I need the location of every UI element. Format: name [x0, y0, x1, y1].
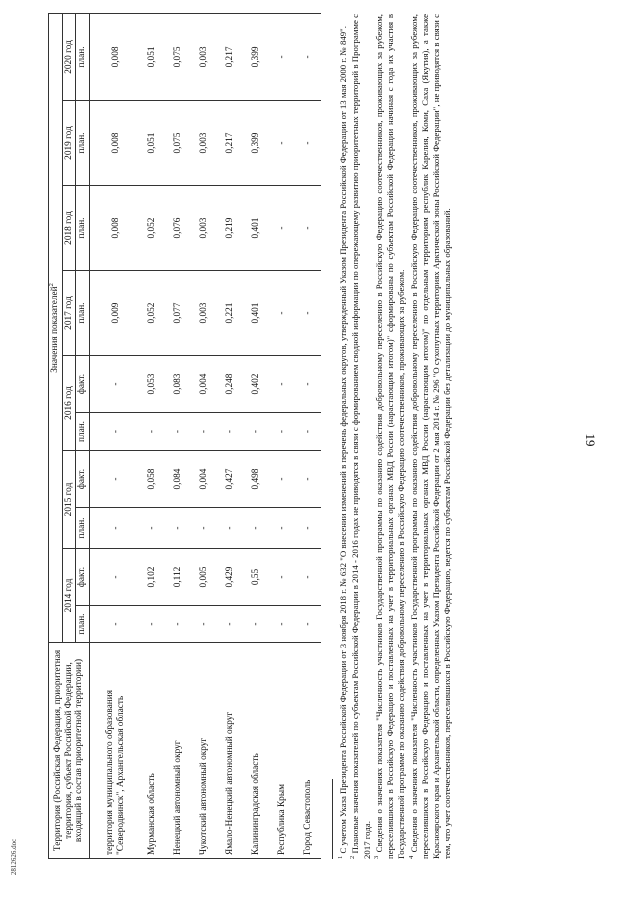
subheader: план. [76, 606, 90, 643]
indicator-table [48, 13, 321, 859]
value-cell: - [165, 508, 191, 549]
value-cell: - [295, 549, 321, 606]
footnote [338, 14, 349, 859]
document-code: 2812626.doc [10, 838, 18, 876]
value-cell: 0,076 [165, 186, 191, 271]
value-cell: - [295, 101, 321, 186]
value-cell: - [165, 606, 191, 643]
table-row [243, 13, 269, 858]
subheader: план. [76, 13, 90, 100]
year-header: 2018 год [62, 186, 76, 271]
value-cell: - [295, 508, 321, 549]
value-cell: - [191, 508, 217, 549]
value-cell: 0,053 [139, 356, 165, 413]
footnote-mark: 4 [407, 855, 415, 859]
footnote [350, 14, 373, 859]
value-cell: 0,051 [139, 101, 165, 186]
value-cell: 0,008 [90, 101, 140, 186]
value-cell: 0,004 [191, 356, 217, 413]
value-cell: 0,401 [243, 271, 269, 356]
footnote-mark: 2 [349, 855, 357, 859]
value-cell: - [243, 508, 269, 549]
subheader: план. [76, 186, 90, 271]
value-cell: 0,051 [139, 13, 165, 100]
value-cell: 0,427 [217, 451, 243, 508]
footnote [409, 14, 454, 859]
table-row [139, 13, 165, 858]
value-cell: 0,084 [165, 451, 191, 508]
value-cell: 0,402 [243, 356, 269, 413]
rotated-page-content [48, 14, 573, 859]
value-cell: - [90, 413, 140, 451]
value-cell: 0,401 [243, 186, 269, 271]
value-cell: - [243, 413, 269, 451]
year-header: 2020 год [62, 13, 76, 100]
page-number: 19 [583, 433, 598, 447]
value-cell: - [217, 508, 243, 549]
value-cell: - [243, 606, 269, 643]
value-cell: - [217, 413, 243, 451]
footnote-mark: 3 [372, 855, 380, 859]
subheader: факт. [76, 356, 90, 413]
value-cell: 0,004 [191, 451, 217, 508]
value-cell: 0,008 [90, 186, 140, 271]
table-row [269, 13, 295, 858]
value-cell: 0,083 [165, 356, 191, 413]
value-cell: - [269, 271, 295, 356]
footnote [374, 14, 408, 859]
footnote-mark: 1 [337, 855, 345, 859]
value-cell: 0,003 [191, 186, 217, 271]
value-cell: - [269, 13, 295, 100]
table-row [217, 13, 243, 858]
subheader: план. [76, 271, 90, 356]
year-header: 2014 год [62, 549, 76, 643]
value-cell: 0,077 [165, 271, 191, 356]
table-row [295, 13, 321, 858]
value-cell: 0,217 [217, 101, 243, 186]
footnotes [338, 14, 455, 859]
territory-name: Республика Крым [269, 643, 295, 859]
table-row [165, 13, 191, 858]
value-cell: - [269, 413, 295, 451]
footnote-separator [332, 779, 333, 859]
value-cell: - [90, 451, 140, 508]
values-header: Значения показателей$^2$ [49, 13, 63, 642]
value-cell: 0,498 [243, 451, 269, 508]
table-row [90, 13, 140, 858]
value-cell: 0,005 [191, 549, 217, 606]
value-cell: - [269, 606, 295, 643]
territory-name: Мурманская область [139, 643, 165, 859]
value-cell: 0,55 [243, 549, 269, 606]
value-cell: - [191, 413, 217, 451]
value-cell: 0,221 [217, 271, 243, 356]
value-cell: - [139, 606, 165, 643]
value-cell: 0,003 [191, 101, 217, 186]
value-cell: - [295, 451, 321, 508]
value-cell: 0,058 [139, 451, 165, 508]
value-cell: - [295, 13, 321, 100]
value-cell: 0,052 [139, 271, 165, 356]
value-cell: 0,248 [217, 356, 243, 413]
value-cell: - [90, 549, 140, 606]
subheader: факт. [76, 451, 90, 508]
value-cell: 0,008 [90, 13, 140, 100]
value-cell: 0,052 [139, 186, 165, 271]
territory-name: Чукотский автономный округ [191, 643, 217, 859]
subheader: план. [76, 413, 90, 451]
value-cell: - [90, 356, 140, 413]
value-cell: - [90, 606, 140, 643]
value-cell: - [269, 549, 295, 606]
subheader: факт. [76, 549, 90, 606]
value-cell: - [269, 508, 295, 549]
value-cell: 0,075 [165, 13, 191, 100]
table-row [191, 13, 217, 858]
value-cell: - [295, 356, 321, 413]
value-cell: 0,075 [165, 101, 191, 186]
value-cell: - [295, 413, 321, 451]
value-cell: 0,399 [243, 13, 269, 100]
territory-name: Калининградская область [243, 643, 269, 859]
year-header: 2015 год [62, 451, 76, 549]
territory-name: Ненецкий автономный округ [165, 643, 191, 859]
territory-name: территория муниципального образования "Северодвинск", Архангельская область [90, 643, 140, 859]
value-cell: - [295, 186, 321, 271]
value-cell: - [217, 606, 243, 643]
territory-name: Город Севастополь [295, 643, 321, 859]
footnote-text: Плановые значения показателей по субъектам Российской Федерации в 2014 - 2016 годах не приводятся в связи с формированием сводной информации по опережающему развитию приоритетных территорий в Программе с 2017 года. [350, 14, 372, 859]
value-cell: 0,399 [243, 101, 269, 186]
year-header: 2016 год [62, 356, 76, 451]
year-header: 2017 год [62, 271, 76, 356]
value-cell: - [295, 606, 321, 643]
value-cell: - [269, 101, 295, 186]
value-cell: 0,003 [191, 13, 217, 100]
value-cell: - [139, 413, 165, 451]
footnote-text: Сведения о значениях показателя "Численность участников Государственной программы по оказанию содействия добровольному переселению в Российскую Федерацию соотечественников, проживающих за рубежом, переселившихся в Российскую Федерацию и поставленных на учет в территориальных органах МВД России (нарастающим итогом)" сформированы по субъектам Российской Федерации начиная с года их участия в Государственной программе по оказанию содействия добровольному переселению в Российскую Федерацию соотечественников, проживающих за рубежом. [373, 14, 407, 859]
value-cell: - [191, 606, 217, 643]
territory-header: Территория (Российская Федерация, приоритетная территория, субъект Российской Федерации, входящий в состав приоритетной территории) [49, 643, 90, 859]
value-cell: - [269, 451, 295, 508]
value-cell: - [269, 186, 295, 271]
value-cell: 0,003 [191, 271, 217, 356]
value-cell: 0,217 [217, 13, 243, 100]
territory-name: Ямало-Ненецкий автономный округ [217, 643, 243, 859]
value-cell: - [90, 508, 140, 549]
value-cell: 0,102 [139, 549, 165, 606]
footnote-text: С учетом Указа Президента Российской Федерации от 3 ноября 2018 г. № 632 "О внесении изменений в перечень федеральных округов, утвержденный Указом Президента Российской Федерации от 13 мая 2000 г. № 849". [338, 26, 348, 854]
value-cell: - [269, 356, 295, 413]
value-cell: 0,429 [217, 549, 243, 606]
value-cell: 0,219 [217, 186, 243, 271]
value-cell: 0,009 [90, 271, 140, 356]
value-cell: - [295, 271, 321, 356]
value-cell: - [165, 413, 191, 451]
subheader: план. [76, 101, 90, 186]
footnote-text: Сведения о значениях показателя "Численность участников Государственной программы по оказанию содействия добровольному переселению в Российскую Федерацию соотечественников, проживающих за рубежом, переселившихся в Российскую Федерацию и поставленных на учет в территориальных органах МВД России (нарастающим итогом)" по отдельным территориям республик Карелия, Коми, Саха (Якутия), а также Красноярского края и Архангельской области, определенных Указом Президента Российской Федерации от 2 мая 2014 г. № 296 "О сухопутных территориях Арктической зоны Российской Федерации", не приводятся в связи с тем, что учет соотечественников, переселившихся в Российскую Федерацию, ведется по субъектам Российской Федерации без детализации до муниципальных образований. [408, 14, 453, 859]
value-cell: - [139, 508, 165, 549]
year-header: 2019 год [62, 101, 76, 186]
value-cell: 0,112 [165, 549, 191, 606]
subheader: план. [76, 508, 90, 549]
